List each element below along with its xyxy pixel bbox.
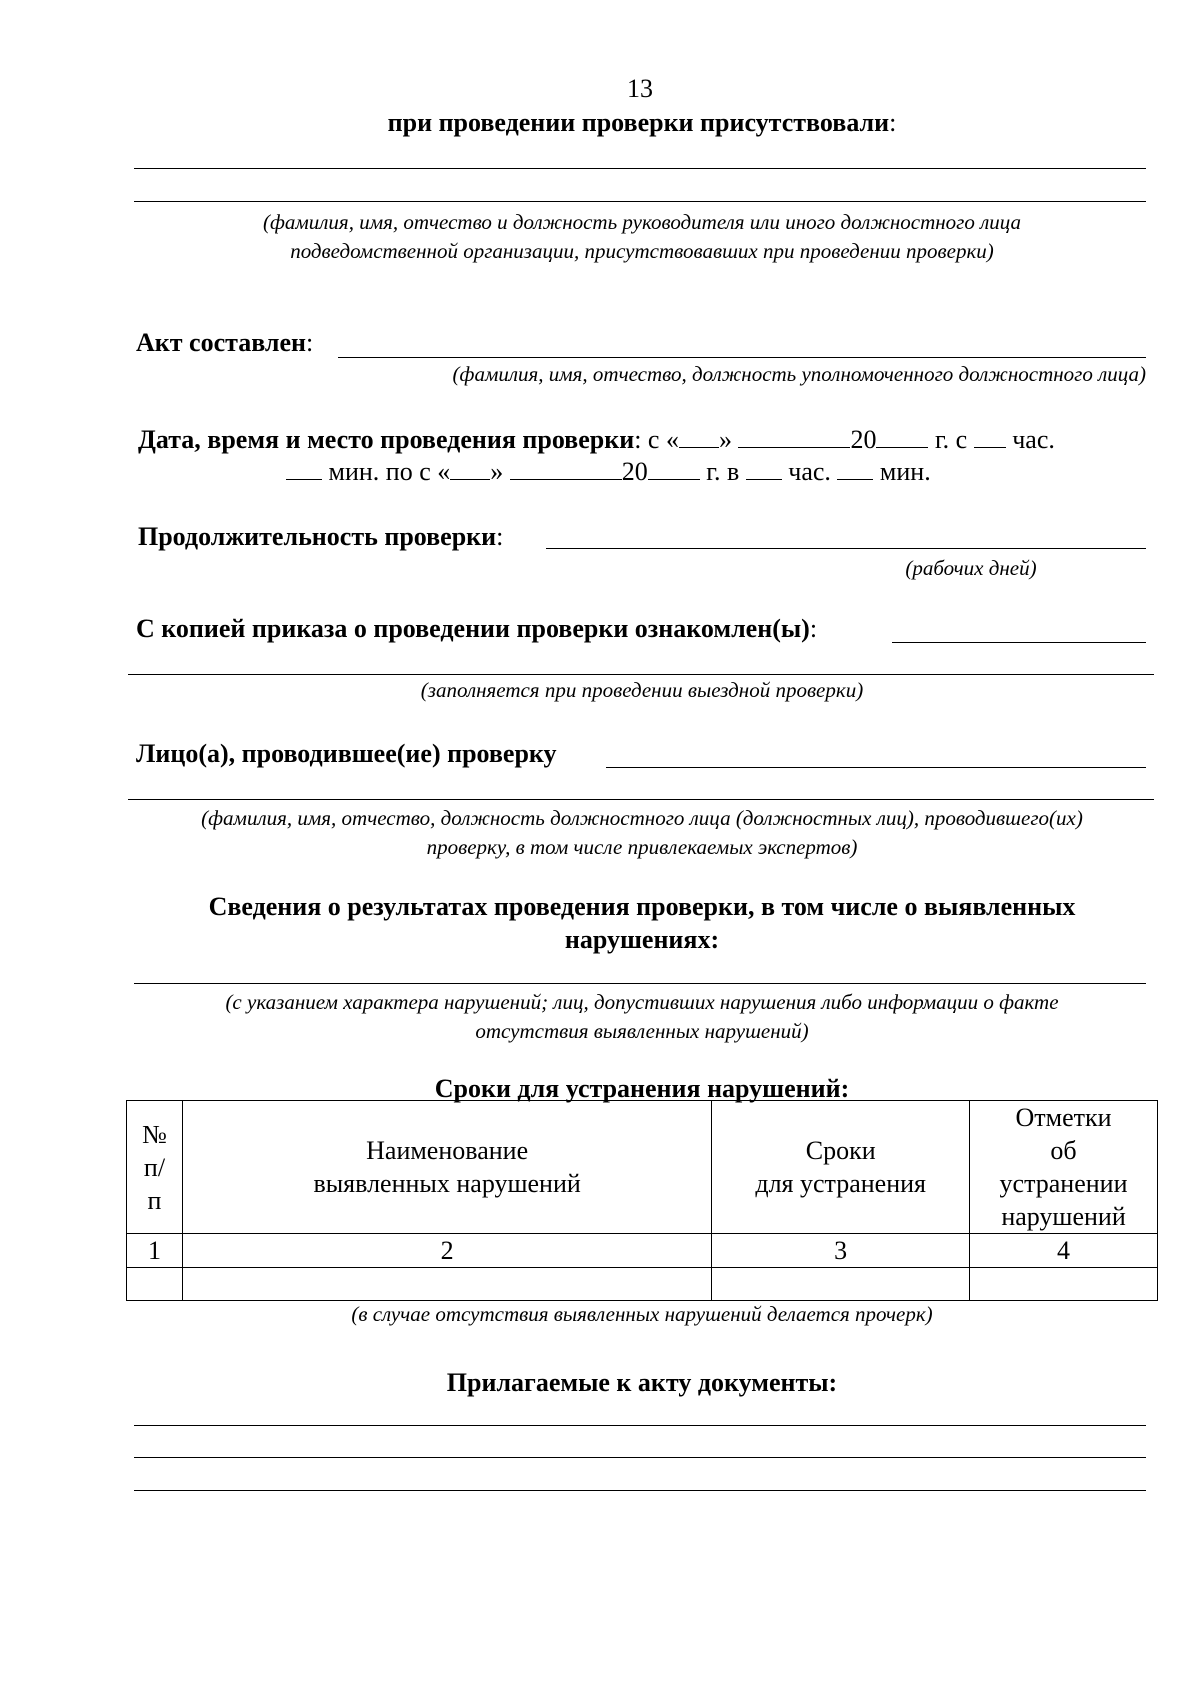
column-header-marks xyxy=(970,1101,1158,1234)
year-from-field[interactable] xyxy=(876,423,928,448)
column-header-marks-line3: устранении xyxy=(999,1169,1128,1198)
column-header-deadline-line2: для устранения xyxy=(755,1169,927,1198)
inspector-caption-line1: (фамилия, имя, отчество, должность должностного лица (должностных лиц), проводившего(их) xyxy=(201,806,1083,830)
year-to-field[interactable] xyxy=(648,455,700,480)
column-header-marks-line1: Отметки xyxy=(1015,1103,1112,1132)
act-compiled-line[interactable] xyxy=(338,357,1146,358)
table-cell-violation-name[interactable] xyxy=(182,1268,711,1301)
column-header-number-line2: п/ xyxy=(143,1152,166,1182)
datetime-hours: час. xyxy=(1012,425,1055,454)
act-compiled-row xyxy=(136,328,313,358)
attachments-heading: Прилагаемые к акту документы: xyxy=(446,1368,838,1397)
order-copy-label: С копией приказа о проведении проверки ознакомлен(ы) xyxy=(136,614,810,643)
column-number-2: 2 xyxy=(182,1234,711,1268)
day-from-field[interactable] xyxy=(679,423,719,448)
inspector-line-2[interactable] xyxy=(128,799,1154,800)
datetime-label: Дата, время и место проведения проверки xyxy=(138,425,635,454)
page-number: 13 xyxy=(627,74,653,103)
table-row xyxy=(127,1268,1158,1301)
present-line-1[interactable] xyxy=(134,168,1146,169)
month-from-field[interactable] xyxy=(738,423,850,448)
deadlines-caption: (в случае отсутствия выявленных нарушений делается прочерк) xyxy=(351,1302,933,1326)
column-header-violation-name-line2: выявленных нарушений xyxy=(313,1169,581,1198)
table-header-row xyxy=(127,1101,1158,1234)
present-heading-text: при проведении проверки присутствовали xyxy=(387,108,890,137)
column-number-3: 3 xyxy=(712,1234,970,1268)
datetime-century-2: 20 xyxy=(621,457,648,486)
column-header-number-line3: п xyxy=(147,1185,162,1215)
column-header-number xyxy=(127,1101,183,1234)
act-compiled-colon: : xyxy=(306,328,314,357)
datetime-hours-2: час. xyxy=(788,457,831,486)
table-cell-marks[interactable] xyxy=(970,1268,1158,1301)
results-line[interactable] xyxy=(134,983,1146,984)
column-header-number-line1: № xyxy=(142,1119,167,1149)
order-copy-colon: : xyxy=(809,614,818,643)
day-to-field[interactable] xyxy=(450,455,490,480)
present-caption-line2: подведомственной организации, присутствовавших при проведении проверки) xyxy=(290,239,994,263)
datetime-century: 20 xyxy=(850,425,877,454)
present-heading xyxy=(126,108,1158,138)
datetime-row-1 xyxy=(138,423,1055,455)
datetime-year-abbr: г. с xyxy=(934,425,968,454)
inspector-caption-line2: проверку, в том числе привлекаемых экспертов) xyxy=(426,835,858,859)
column-header-deadline xyxy=(712,1101,970,1234)
inspector-label: Лицо(а), проводившее(ие) проверку xyxy=(136,739,557,768)
datetime-from: : с « xyxy=(634,425,679,454)
attachments-line-3[interactable] xyxy=(134,1490,1146,1491)
results-caption xyxy=(126,988,1158,1046)
attachments-line-2[interactable] xyxy=(134,1457,1146,1458)
results-caption-line2: отсутствия выявленных нарушений) xyxy=(475,1019,809,1043)
duration-colon: : xyxy=(496,522,504,551)
table-cell-deadline[interactable] xyxy=(712,1268,970,1301)
hour-to-field[interactable] xyxy=(746,455,782,480)
duration-caption: (рабочих дней) xyxy=(905,556,1037,580)
datetime-quote-close-2: » xyxy=(490,457,504,486)
inspector-caption xyxy=(112,804,1172,862)
inspector-row xyxy=(136,739,557,769)
results-heading xyxy=(126,890,1158,956)
present-line-2[interactable] xyxy=(134,201,1146,202)
duration-line[interactable] xyxy=(546,548,1146,549)
order-copy-line-2[interactable] xyxy=(128,674,1154,675)
datetime-quote-close: » xyxy=(718,425,732,454)
duration-row xyxy=(138,522,503,552)
table-number-row xyxy=(127,1234,1158,1268)
order-copy-row xyxy=(136,614,817,644)
present-heading-colon: : xyxy=(889,108,897,137)
hour-from-field[interactable] xyxy=(974,423,1006,448)
datetime-row-2 xyxy=(286,455,931,487)
results-heading-line1: Сведения о результатах проведения проверки, в том числе о выявленных xyxy=(208,892,1076,921)
duration-label: Продолжительность проверки xyxy=(138,522,497,551)
column-header-violation-name-line1: Наименование xyxy=(366,1136,529,1165)
column-header-marks-line4: нарушений xyxy=(1001,1202,1126,1231)
violations-table xyxy=(126,1100,1158,1301)
results-caption-line1: (с указанием характера нарушений; лиц, допустивших нарушения либо информации о факте xyxy=(225,990,1059,1014)
deadlines-heading: Сроки для устранения нарушений: xyxy=(434,1074,850,1103)
minute-to-field[interactable] xyxy=(837,455,873,480)
datetime-minutes-to: мин. по с « xyxy=(328,457,451,486)
attachments-line-1[interactable] xyxy=(134,1425,1146,1426)
column-number-1: 1 xyxy=(127,1234,183,1268)
order-copy-caption: (заполняется при проведении выездной проверки) xyxy=(420,678,864,702)
act-compiled-label: Акт составлен xyxy=(136,328,307,357)
inspector-line-1[interactable] xyxy=(606,767,1146,768)
column-header-marks-line2: об xyxy=(1050,1136,1077,1165)
month-to-field[interactable] xyxy=(510,455,622,480)
present-caption-line1: (фамилия, имя, отчество и должность руководителя или иного должностного лица xyxy=(262,210,1022,234)
column-header-deadline-line1: Сроки xyxy=(805,1136,876,1165)
present-caption xyxy=(126,208,1158,266)
results-heading-line2: нарушениях: xyxy=(564,925,720,954)
table-cell-number[interactable] xyxy=(127,1268,183,1301)
datetime-year-abbr-in: г. в xyxy=(706,457,740,486)
column-header-violation-name xyxy=(182,1101,711,1234)
order-copy-line-1[interactable] xyxy=(892,642,1146,643)
datetime-minutes: мин. xyxy=(879,457,931,486)
column-number-4: 4 xyxy=(970,1234,1158,1268)
act-compiled-caption: (фамилия, имя, отчество, должность уполномоченного должностного лица) xyxy=(452,362,1146,386)
minute-from-field[interactable] xyxy=(286,455,322,480)
